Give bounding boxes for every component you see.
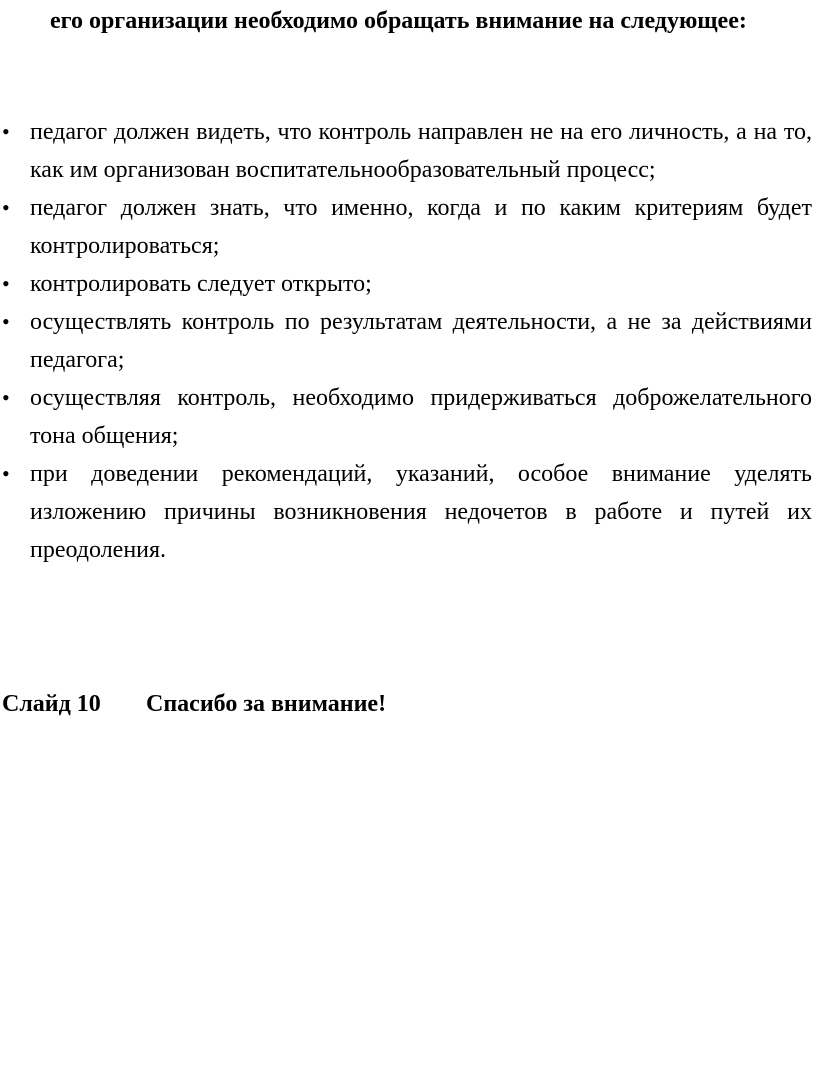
intro-paragraph: его организации необходимо обращать внимание на следующее: xyxy=(50,8,747,34)
slide-heading xyxy=(2,686,386,722)
list-item xyxy=(0,303,812,379)
bullet-list xyxy=(0,113,812,569)
list-item xyxy=(0,379,812,455)
list-item xyxy=(0,455,812,569)
list-item xyxy=(0,265,812,303)
bullet-icon: • xyxy=(2,309,10,334)
bullet-icon: • xyxy=(2,119,10,144)
list-item-text: осуществлять контроль по результатам деятельности, а не за действиями педагога; xyxy=(30,309,812,373)
list-item-text: осуществляя контроль, необходимо придерживаться доброжелательного тона общения; xyxy=(30,385,812,449)
slide-title: Спасибо за внимание! xyxy=(146,691,387,717)
bullet-icon: • xyxy=(2,271,10,296)
list-item xyxy=(0,113,812,189)
list-item-text: педагог должен видеть, что контроль направлен не на его личность, а на то, как им организован воспитательнообразовательный процесс; xyxy=(30,119,812,183)
bullet-icon: • xyxy=(2,461,10,486)
bullet-icon: • xyxy=(2,195,10,220)
list-item xyxy=(0,189,812,265)
slide-number: Слайд 10 xyxy=(2,691,101,717)
list-item-text: педагог должен знать, что именно, когда и по каким критериям будет контролироваться; xyxy=(30,195,812,259)
list-item-text: контролировать следует открыто; xyxy=(30,271,372,297)
bullet-icon: • xyxy=(2,385,10,410)
list-item-text: при доведении рекомендаций, указаний, особое внимание уделять изложению причины возникновения недочетов в работе и путей их преодоления. xyxy=(30,461,812,563)
